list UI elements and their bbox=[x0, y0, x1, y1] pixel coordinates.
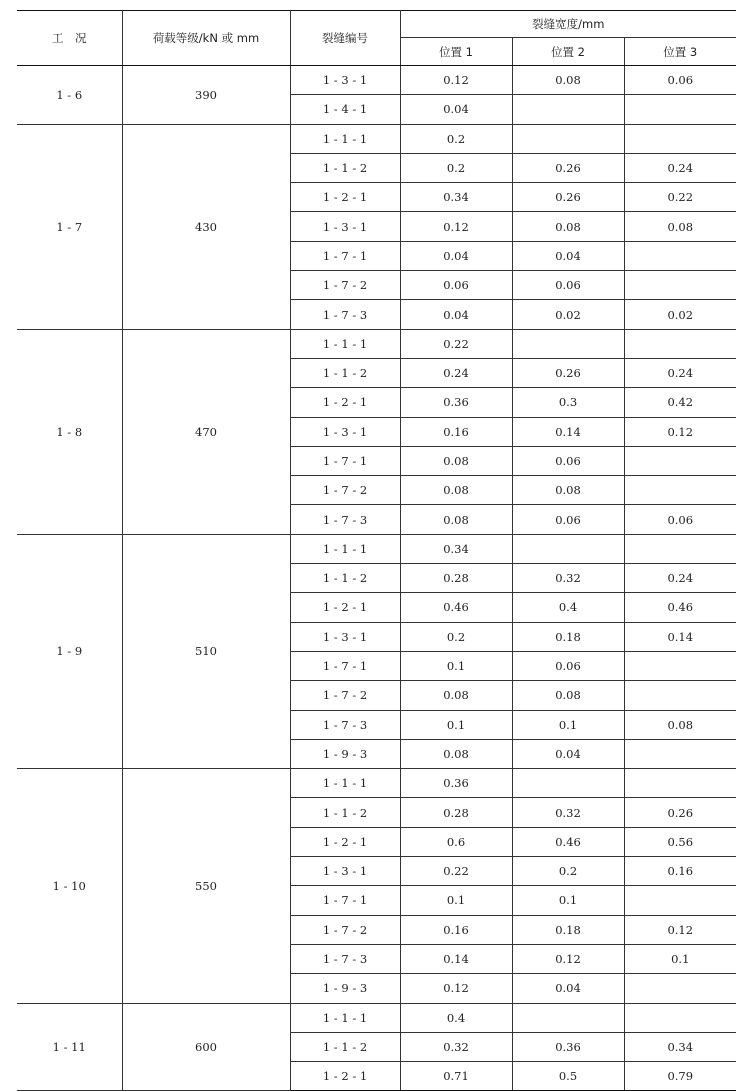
cell-crack-id: 1 - 1 - 2 bbox=[290, 564, 400, 593]
cell-position-1: 0.4 bbox=[400, 1003, 512, 1032]
header-position-1: 位置 1 bbox=[400, 38, 512, 66]
table-row bbox=[17, 769, 736, 798]
cell-crack-id: 1 - 3 - 1 bbox=[290, 66, 400, 95]
cell-condition: 1 - 10 bbox=[17, 769, 122, 1003]
cell-position-1: 0.16 bbox=[400, 417, 512, 446]
table-row bbox=[17, 329, 736, 358]
cell-position-1: 0.22 bbox=[400, 329, 512, 358]
cell-crack-id: 1 - 1 - 1 bbox=[290, 534, 400, 563]
cell-condition: 1 - 6 bbox=[17, 66, 122, 125]
cell-position-3 bbox=[624, 886, 736, 915]
cell-condition: 1 - 11 bbox=[17, 1003, 122, 1091]
cell-position-1: 0.28 bbox=[400, 798, 512, 827]
cell-position-3 bbox=[624, 241, 736, 270]
cell-position-3: 0.26 bbox=[624, 798, 736, 827]
cell-load: 600 bbox=[122, 1003, 290, 1091]
cell-position-3 bbox=[624, 534, 736, 563]
cell-position-3 bbox=[624, 476, 736, 505]
cell-position-2 bbox=[512, 769, 624, 798]
cell-position-3: 0.08 bbox=[624, 710, 736, 739]
cell-position-1: 0.08 bbox=[400, 681, 512, 710]
cell-position-3 bbox=[624, 95, 736, 124]
cell-position-1: 0.1 bbox=[400, 886, 512, 915]
cell-position-1: 0.04 bbox=[400, 95, 512, 124]
cell-position-1: 0.24 bbox=[400, 358, 512, 387]
cell-position-3: 0.24 bbox=[624, 564, 736, 593]
table-row bbox=[17, 66, 736, 95]
cell-position-3: 0.24 bbox=[624, 358, 736, 387]
header-crack-width: 裂缝宽度/mm bbox=[400, 11, 736, 38]
cell-position-3 bbox=[624, 329, 736, 358]
cell-position-3: 0.14 bbox=[624, 622, 736, 651]
cell-position-2: 0.26 bbox=[512, 153, 624, 182]
header-crack-id: 裂缝编号 bbox=[290, 11, 400, 66]
cell-position-3 bbox=[624, 651, 736, 680]
cell-position-1: 0.28 bbox=[400, 564, 512, 593]
cell-crack-id: 1 - 2 - 1 bbox=[290, 827, 400, 856]
cell-position-2: 0.3 bbox=[512, 388, 624, 417]
cell-position-3: 0.02 bbox=[624, 300, 736, 329]
cell-crack-id: 1 - 2 - 1 bbox=[290, 388, 400, 417]
cell-crack-id: 1 - 7 - 3 bbox=[290, 944, 400, 973]
cell-position-2: 0.32 bbox=[512, 798, 624, 827]
cell-crack-id: 1 - 7 - 2 bbox=[290, 271, 400, 300]
cell-load: 470 bbox=[122, 329, 290, 534]
cell-crack-id: 1 - 7 - 1 bbox=[290, 651, 400, 680]
cell-position-1: 0.34 bbox=[400, 534, 512, 563]
cell-crack-id: 1 - 1 - 1 bbox=[290, 769, 400, 798]
cell-position-1: 0.12 bbox=[400, 212, 512, 241]
cell-position-3 bbox=[624, 124, 736, 153]
crack-width-table bbox=[17, 10, 736, 1091]
cell-condition: 1 - 8 bbox=[17, 329, 122, 534]
cell-position-2: 0.26 bbox=[512, 183, 624, 212]
cell-crack-id: 1 - 1 - 2 bbox=[290, 153, 400, 182]
cell-crack-id: 1 - 2 - 1 bbox=[290, 593, 400, 622]
cell-position-2: 0.06 bbox=[512, 651, 624, 680]
cell-position-2: 0.06 bbox=[512, 446, 624, 475]
cell-position-2: 0.5 bbox=[512, 1062, 624, 1091]
cell-position-2: 0.04 bbox=[512, 241, 624, 270]
cell-position-2: 0.1 bbox=[512, 710, 624, 739]
cell-crack-id: 1 - 7 - 2 bbox=[290, 681, 400, 710]
cell-position-3: 0.24 bbox=[624, 153, 736, 182]
cell-position-2 bbox=[512, 95, 624, 124]
cell-crack-id: 1 - 7 - 1 bbox=[290, 241, 400, 270]
cell-crack-id: 1 - 1 - 1 bbox=[290, 1003, 400, 1032]
cell-position-3: 0.06 bbox=[624, 505, 736, 534]
cell-crack-id: 1 - 7 - 3 bbox=[290, 505, 400, 534]
cell-position-3: 0.56 bbox=[624, 827, 736, 856]
cell-position-1: 0.16 bbox=[400, 915, 512, 944]
cell-position-1: 0.08 bbox=[400, 739, 512, 768]
cell-crack-id: 1 - 3 - 1 bbox=[290, 212, 400, 241]
cell-position-2: 0.14 bbox=[512, 417, 624, 446]
cell-position-2 bbox=[512, 124, 624, 153]
cell-position-3: 0.42 bbox=[624, 388, 736, 417]
table-row bbox=[17, 124, 736, 153]
cell-position-3: 0.1 bbox=[624, 944, 736, 973]
cell-crack-id: 1 - 7 - 3 bbox=[290, 710, 400, 739]
cell-crack-id: 1 - 9 - 3 bbox=[290, 739, 400, 768]
cell-position-3 bbox=[624, 974, 736, 1003]
cell-position-1: 0.08 bbox=[400, 505, 512, 534]
cell-crack-id: 1 - 1 - 2 bbox=[290, 1032, 400, 1061]
cell-crack-id: 1 - 3 - 1 bbox=[290, 417, 400, 446]
cell-position-3 bbox=[624, 739, 736, 768]
header-condition: 工 况 bbox=[17, 11, 122, 66]
cell-position-3: 0.79 bbox=[624, 1062, 736, 1091]
cell-position-2: 0.12 bbox=[512, 944, 624, 973]
cell-position-3: 0.12 bbox=[624, 417, 736, 446]
cell-position-1: 0.1 bbox=[400, 651, 512, 680]
cell-crack-id: 1 - 1 - 2 bbox=[290, 798, 400, 827]
cell-position-2: 0.36 bbox=[512, 1032, 624, 1061]
table-header bbox=[17, 11, 736, 66]
cell-position-3: 0.34 bbox=[624, 1032, 736, 1061]
cell-load: 510 bbox=[122, 534, 290, 768]
cell-position-2: 0.08 bbox=[512, 681, 624, 710]
cell-crack-id: 1 - 2 - 1 bbox=[290, 183, 400, 212]
cell-position-1: 0.46 bbox=[400, 593, 512, 622]
cell-load: 430 bbox=[122, 124, 290, 329]
cell-load: 550 bbox=[122, 769, 290, 1003]
cell-crack-id: 1 - 7 - 1 bbox=[290, 886, 400, 915]
cell-position-2: 0.4 bbox=[512, 593, 624, 622]
cell-position-1: 0.06 bbox=[400, 271, 512, 300]
cell-position-1: 0.04 bbox=[400, 300, 512, 329]
cell-crack-id: 1 - 3 - 1 bbox=[290, 857, 400, 886]
cell-position-1: 0.36 bbox=[400, 388, 512, 417]
cell-position-2: 0.06 bbox=[512, 505, 624, 534]
cell-position-3: 0.46 bbox=[624, 593, 736, 622]
cell-position-2: 0.32 bbox=[512, 564, 624, 593]
cell-load: 390 bbox=[122, 66, 290, 125]
cell-position-1: 0.32 bbox=[400, 1032, 512, 1061]
cell-position-3 bbox=[624, 446, 736, 475]
cell-position-2: 0.08 bbox=[512, 66, 624, 95]
cell-position-1: 0.71 bbox=[400, 1062, 512, 1091]
cell-crack-id: 1 - 7 - 2 bbox=[290, 476, 400, 505]
cell-position-1: 0.12 bbox=[400, 66, 512, 95]
cell-position-1: 0.2 bbox=[400, 124, 512, 153]
cell-position-1: 0.34 bbox=[400, 183, 512, 212]
cell-position-2: 0.18 bbox=[512, 622, 624, 651]
cell-position-2: 0.02 bbox=[512, 300, 624, 329]
cell-crack-id: 1 - 2 - 1 bbox=[290, 1062, 400, 1091]
cell-condition: 1 - 9 bbox=[17, 534, 122, 768]
cell-position-1: 0.22 bbox=[400, 857, 512, 886]
cell-position-3: 0.22 bbox=[624, 183, 736, 212]
cell-position-1: 0.2 bbox=[400, 622, 512, 651]
cell-position-3 bbox=[624, 1003, 736, 1032]
cell-position-2: 0.04 bbox=[512, 739, 624, 768]
cell-position-2: 0.26 bbox=[512, 358, 624, 387]
cell-position-2: 0.08 bbox=[512, 476, 624, 505]
header-load: 荷载等级/kN 或 mm bbox=[122, 11, 290, 66]
cell-position-1: 0.36 bbox=[400, 769, 512, 798]
cell-position-1: 0.2 bbox=[400, 153, 512, 182]
cell-position-1: 0.14 bbox=[400, 944, 512, 973]
cell-crack-id: 1 - 1 - 2 bbox=[290, 358, 400, 387]
cell-crack-id: 1 - 7 - 1 bbox=[290, 446, 400, 475]
cell-position-2 bbox=[512, 534, 624, 563]
document-page bbox=[17, 10, 736, 1091]
cell-position-3 bbox=[624, 769, 736, 798]
cell-crack-id: 1 - 1 - 1 bbox=[290, 329, 400, 358]
cell-position-2: 0.08 bbox=[512, 212, 624, 241]
cell-crack-id: 1 - 3 - 1 bbox=[290, 622, 400, 651]
cell-position-2: 0.18 bbox=[512, 915, 624, 944]
cell-position-2: 0.1 bbox=[512, 886, 624, 915]
cell-position-3: 0.12 bbox=[624, 915, 736, 944]
table-body bbox=[17, 66, 736, 1091]
cell-position-1: 0.1 bbox=[400, 710, 512, 739]
cell-position-2: 0.46 bbox=[512, 827, 624, 856]
cell-crack-id: 1 - 9 - 3 bbox=[290, 974, 400, 1003]
header-position-3: 位置 3 bbox=[624, 38, 736, 66]
cell-position-3: 0.08 bbox=[624, 212, 736, 241]
cell-crack-id: 1 - 7 - 2 bbox=[290, 915, 400, 944]
cell-position-2: 0.04 bbox=[512, 974, 624, 1003]
cell-position-3: 0.16 bbox=[624, 857, 736, 886]
cell-crack-id: 1 - 1 - 1 bbox=[290, 124, 400, 153]
cell-position-1: 0.08 bbox=[400, 446, 512, 475]
cell-crack-id: 1 - 4 - 1 bbox=[290, 95, 400, 124]
cell-crack-id: 1 - 7 - 3 bbox=[290, 300, 400, 329]
cell-position-3 bbox=[624, 271, 736, 300]
cell-position-1: 0.6 bbox=[400, 827, 512, 856]
cell-position-1: 0.04 bbox=[400, 241, 512, 270]
table-row bbox=[17, 534, 736, 563]
cell-position-3: 0.06 bbox=[624, 66, 736, 95]
table-row bbox=[17, 1003, 736, 1032]
cell-position-2 bbox=[512, 1003, 624, 1032]
cell-position-2 bbox=[512, 329, 624, 358]
header-position-2: 位置 2 bbox=[512, 38, 624, 66]
cell-position-1: 0.12 bbox=[400, 974, 512, 1003]
cell-position-3 bbox=[624, 681, 736, 710]
cell-position-2: 0.06 bbox=[512, 271, 624, 300]
cell-condition: 1 - 7 bbox=[17, 124, 122, 329]
cell-position-1: 0.08 bbox=[400, 476, 512, 505]
cell-position-2: 0.2 bbox=[512, 857, 624, 886]
